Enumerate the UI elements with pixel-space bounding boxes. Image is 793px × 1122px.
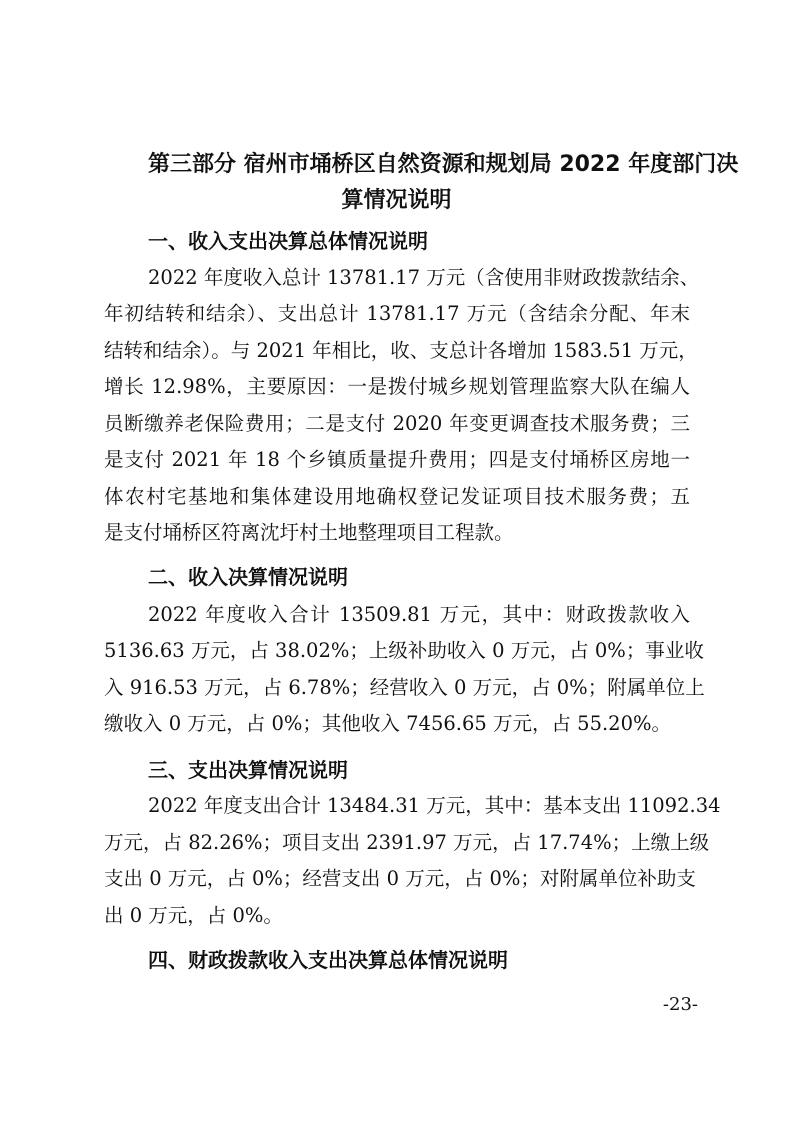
paragraph-line: 万元，占 82.26%；项目支出 2391.97 万元，占 17.74%；上缴上级 <box>104 831 710 854</box>
paragraph-line: 缴收入 0 万元，占 0%；其他收入 7456.65 万元，占 55.20%。 <box>104 712 672 735</box>
document-title-line-1: 第三部分 宿州市埇桥区自然资源和规划局 2022 年度部门决 <box>148 152 739 177</box>
paragraph-line: 2022 年度支出合计 13484.31 万元，其中：基本支出 11092.34 <box>148 794 721 817</box>
section-heading-3: 三、支出决算情况说明 <box>148 758 348 782</box>
paragraph-line: 2022 年度收入合计 13509.81 万元，其中：财政拨款收入 <box>148 603 691 626</box>
paragraph-line: 出 0 万元，占 0%。 <box>104 904 283 927</box>
paragraph-line: 员断缴养老保险费用；二是支付 2020 年变更调查技术服务费；三 <box>104 412 690 435</box>
paragraph-line: 是支付埇桥区符离沈圩村土地整理项目工程款。 <box>104 521 514 544</box>
paragraph-line: 年初结转和结余）、支出总计 13781.17 万元（含结余分配、年末 <box>104 302 690 325</box>
paragraph-line: 支出 0 万元，占 0%；经营支出 0 万元，占 0%；对附属单位补助支 <box>104 867 696 890</box>
paragraph-line: 是支付 2021 年 18 个乡镇质量提升费用；四是支付埇桥区房地一 <box>104 448 690 471</box>
document-title-line-2: 算情况说明 <box>341 188 452 213</box>
paragraph-line: 入 916.53 万元，占 6.78%；经营收入 0 万元，占 0%；附属单位上 <box>104 676 705 699</box>
paragraph-line: 体农村宅基地和集体建设用地确权登记发证项目技术服务费；五 <box>104 485 690 508</box>
section-heading-1: 一、收入支出决算总体情况说明 <box>148 229 428 253</box>
page-number: -23- <box>662 994 698 1015</box>
paragraph-line: 结转和结余）。与 2021 年相比，收、支总计各增加 1583.51 万元， <box>104 339 698 362</box>
section-heading-2: 二、收入决算情况说明 <box>148 565 348 589</box>
paragraph-line: 2022 年度收入总计 13781.17 万元（含使用非财政拨款结余、 <box>148 266 700 289</box>
paragraph-line: 5136.63 万元，占 38.02%；上级补助收入 0 万元，占 0%；事业收 <box>104 639 704 662</box>
paragraph-line: 增长 12.98%，主要原因：一是拨付城乡规划管理监察大队在编人 <box>104 375 690 398</box>
section-heading-4: 四、财政拨款收入支出决算总体情况说明 <box>148 948 508 972</box>
